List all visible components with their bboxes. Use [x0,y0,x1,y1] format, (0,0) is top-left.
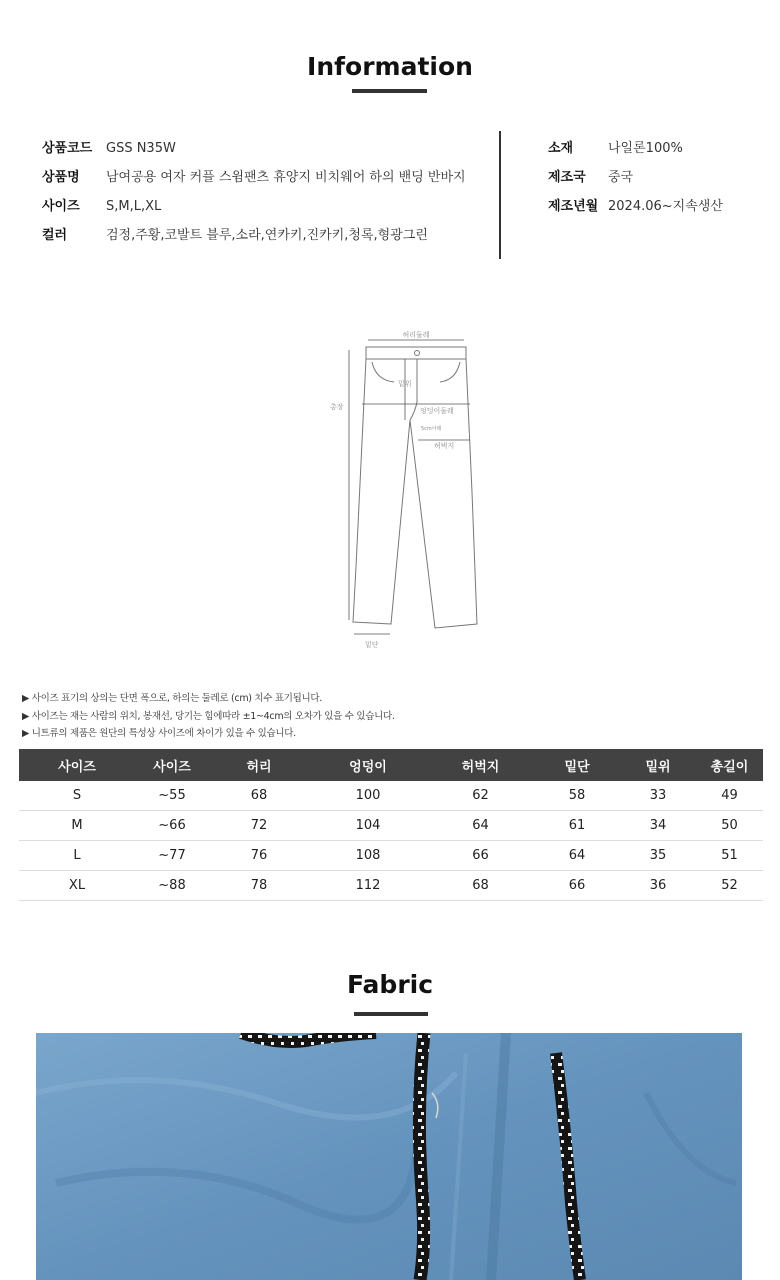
info-label: 제조년월 [548,199,599,214]
table-cell: 104 [309,811,427,841]
table-header-cell: 총길이 [696,749,763,781]
table-cell: 64 [427,811,534,841]
size-table [19,749,763,901]
table-cell: 72 [209,811,309,841]
table-cell: 49 [696,781,763,811]
pants-waistband [366,347,466,359]
info-label: 제조국 [548,170,586,185]
table-header-cell: 허벅지 [427,749,534,781]
table-header-cell: 밑단 [534,749,620,781]
table-cell: 51 [696,841,763,871]
table-header-cell: 허리 [209,749,309,781]
information-title-underline [352,89,427,93]
pants-button [415,351,420,356]
table-cell: 58 [534,781,620,811]
pants-fly [410,359,417,420]
info-label: 상품코드 [42,141,93,156]
fabric-photo [36,1033,742,1280]
table-cell: 36 [620,871,696,901]
table-cell: ~77 [135,841,209,871]
diagram-label-length: 총장 [330,403,344,411]
table-cell: 68 [209,781,309,811]
info-label: 소재 [548,141,574,156]
diagram-label-thigh: 허벅지 [434,442,455,450]
table-cell: 52 [696,871,763,901]
table-cell: M [19,811,135,841]
table-cell: 76 [209,841,309,871]
info-divider [499,131,501,259]
table-cell: L [19,841,135,871]
diagram-label-thigh-offset: 5cm아래 [421,426,442,432]
table-cell: 34 [620,811,696,841]
table-row [19,811,763,841]
diagram-label-rise: 밑위 [398,380,412,388]
table-header-cell: 사이즈 [135,749,209,781]
fabric-title-underline [354,1012,428,1016]
table-header-cell: 엉덩이 [309,749,427,781]
info-label: 사이즈 [42,199,80,214]
pants-size-diagram [320,322,480,658]
diagram-label-waist: 허리둘레 [402,331,430,339]
info-value: 2024.06~지속생산 [608,199,723,214]
table-cell: 100 [309,781,427,811]
info-value: S,M,L,XL [106,199,162,214]
table-cell: 62 [427,781,534,811]
size-note: ▶ 니트류의 제품은 원단의 특성상 사이즈에 차이가 있을 수 있습니다. [22,728,296,739]
fabric-title: Fabric [346,970,434,999]
table-cell: 112 [309,871,427,901]
table-cell: XL [19,871,135,901]
info-value: 남여공용 여자 커플 스윔팬츠 휴양지 비치웨어 하의 밴딩 반바지 [106,170,466,185]
table-cell: ~88 [135,871,209,901]
info-value: 중국 [608,170,634,185]
size-note: ▶ 사이즈는 재는 사람의 위치, 봉재선, 당기는 힘에따라 ±1~4cm의 오차가 있을 수 있습니다. [22,711,395,722]
table-cell: 66 [534,871,620,901]
table-cell: 68 [427,871,534,901]
table-row [19,871,763,901]
info-value: GSS N35W [106,141,176,156]
size-note: ▶ 사이즈 표기의 상의는 단면 폭으로, 하의는 둘레로 (cm) 치수 표기됩니다. [22,693,323,704]
diagram-label-hem: 밑단 [365,641,379,649]
pants-pocket-right [440,362,460,382]
info-label: 상품명 [42,170,80,185]
pants-pocket-left [372,362,394,382]
table-cell: 61 [534,811,620,841]
table-header-cell: 사이즈 [19,749,135,781]
table-row [19,781,763,811]
table-row [19,841,763,871]
information-title: Information [307,52,473,81]
diagram-label-hip: 엉덩이둘레 [420,407,454,415]
table-cell: 66 [427,841,534,871]
table-cell: 108 [309,841,427,871]
table-header-cell: 밑위 [620,749,696,781]
pants-outline [353,359,477,628]
table-cell: 35 [620,841,696,871]
table-cell: 50 [696,811,763,841]
info-value: 검정,주황,코발트 블루,소라,연카키,진카키,청록,형광그린 [106,228,428,243]
table-cell: 64 [534,841,620,871]
table-cell: ~55 [135,781,209,811]
size-table-header [19,749,763,781]
table-cell: 78 [209,871,309,901]
table-cell: 33 [620,781,696,811]
table-cell: ~66 [135,811,209,841]
info-value: 나일론100% [608,141,683,156]
table-cell: S [19,781,135,811]
fabric-illustration [36,1033,742,1280]
info-label: 컬러 [42,228,68,243]
